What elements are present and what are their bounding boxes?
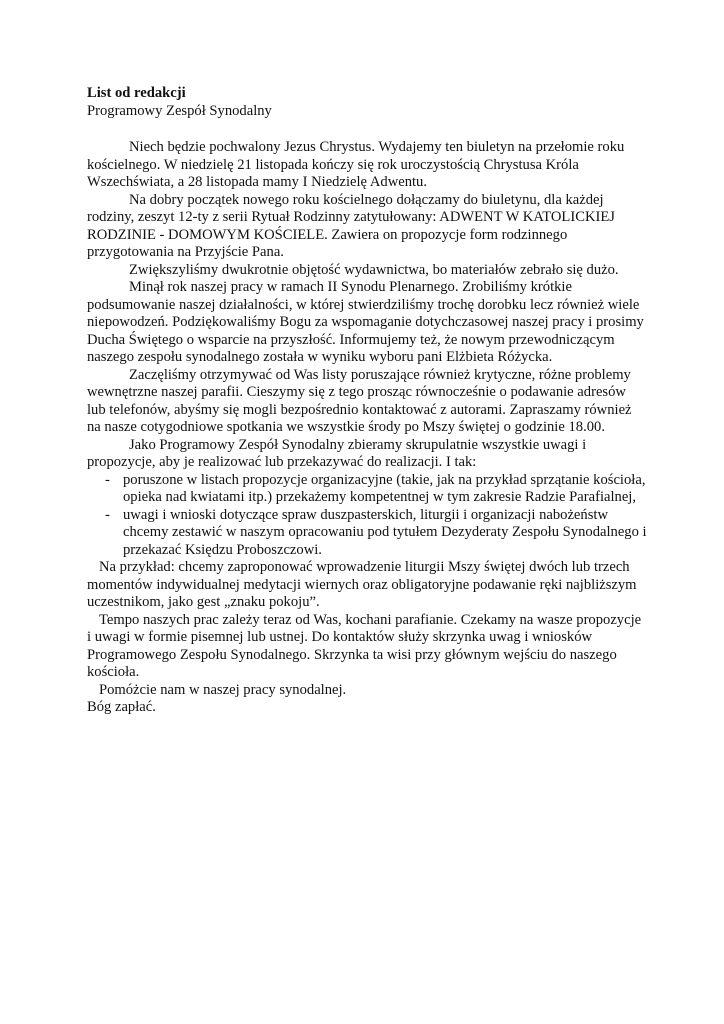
document-subtitle: Programowy Zespół Synodalny <box>87 102 272 119</box>
list-item-text: poruszone w listach propozycje organizacyjne (takie, jak na przykład sprzątanie kościoła, opieka nad kwiatami itp.) przekażemy kompetentnej w tym zakresie Radzie Parafialnej, <box>123 471 646 505</box>
list-marker: - <box>105 506 110 523</box>
bullet-list <box>87 472 647 560</box>
paragraph: Minął rok naszej pracy w ramach II Synodu Plenarnego. Zrobiliśmy krótkie podsumowanie naszej działalności, w której stwierdziliśmy trochę dorobku lecz również wiele niepowodzeń. Podziękowaliśmy Bogu za wspomaganie dotychczasowej naszej pracy i prosimy Ducha Świętego o wsparcie na przyszłość. Informujemy też, że nowym przewodniczącym naszego zespołu synodalnego została w wyniku wyboru pani Elżbieta Różycka. <box>87 279 644 365</box>
list-item <box>87 472 647 507</box>
sign-off: Bóg zapłać. <box>87 699 156 715</box>
document-page <box>87 85 647 717</box>
list-item <box>87 507 647 560</box>
list-item-text: uwagi i wnioski dotyczące spraw duszpasterskich, liturgii i organizacji nabożeństw chcemy zestawić w naszym opracowaniu pod tytułem Dezyderaty Zespołu Synodalnego i przekazać Księdzu Proboszczowi. <box>123 506 647 558</box>
paragraph: Tempo naszych prac zależy teraz od Was, kochani parafianie. Czekamy na wasze propozycje i uwagi w formie pisemnej lub ustnej. Do kontaktów służy skrzynka uwag i wniosków Programowego Zespołu Synodalnego. Skrzynka ta wisi przy głównym wejściu do naszego kościoła. <box>87 611 642 680</box>
paragraph: Pomóżcie nam w naszej pracy synodalnej. <box>99 681 347 698</box>
paragraph: Na dobry początek nowego roku kościelnego dołączamy do biuletynu, dla każdej rodziny, zeszyt 12-ty z serii Rytuał Rodzinny zatytułowany: ADWENT W KATOLICKIEJ RODZINIE - DOMOWYM KOŚCIELE. Zawiera on propozycje form rodzinnego przygotowania na Przyjście Pana. <box>87 191 615 260</box>
paragraph: Na przykład: chcemy zaproponować wprowadzenie liturgii Mszy świętej dwóch lub trzech momentów indywidualnej medytacji wiernych oraz obligatoryjne podawanie ręki najbliższym uczestnikom, jako gest „znaku pokoju”. <box>87 559 637 610</box>
document-title: List od redakcji <box>87 85 186 101</box>
list-marker: - <box>105 471 110 488</box>
paragraph: Zaczęliśmy otrzymywać od Was listy poruszające również krytyczne, różne problemy wewnętrzne naszej parafii. Cieszymy się z tego prosząc równocześnie o podawanie adresów lub telefonów, abyśmy się mogli bezpośrednio kontaktować z autorami. Zapraszamy również na nasze cotygodniowe spotkania we wszystkie środy po Mszy świętej o godzinie 18.00. <box>87 366 632 435</box>
paragraph: Zwiększyliśmy dwukrotnie objętość wydawnictwa, bo materiałów zebrało się dużo. <box>129 261 619 278</box>
paragraph: Niech będzie pochwalony Jezus Chrystus. Wydajemy ten biuletyn na przełomie roku kościelnego. W niedzielę 21 listopada kończy się rok uroczystością Chrystusa Króla Wszechświata, a 28 listopada mamy I Niedzielę Adwentu. <box>87 139 625 190</box>
paragraph: Jako Programowy Zespół Synodalny zbieramy skrupulatnie wszystkie uwagi i propozycje, aby je realizować lub przekazywać do realizacji. I tak: <box>87 436 587 470</box>
